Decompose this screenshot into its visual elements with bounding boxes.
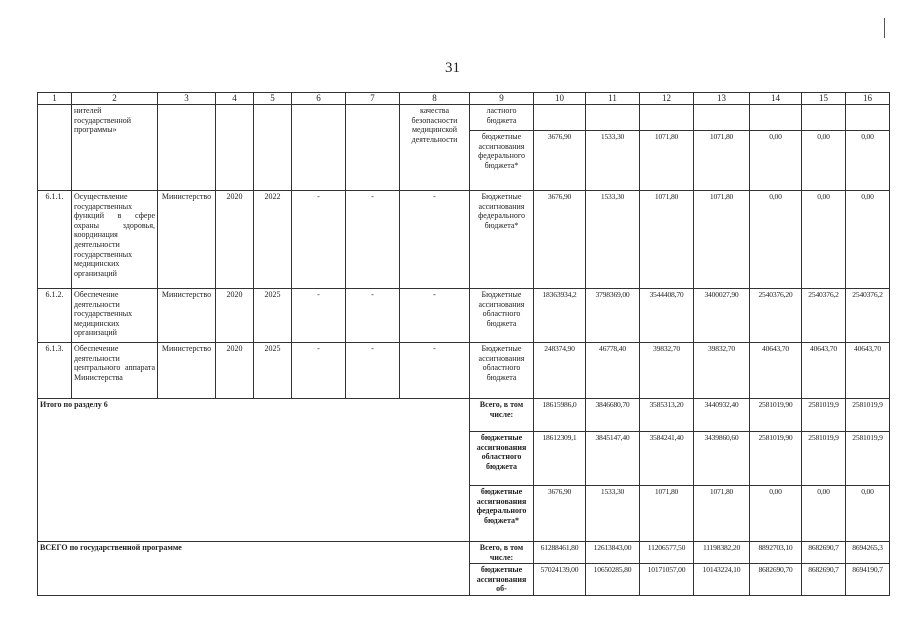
value-cell: 11206577,50: [640, 542, 694, 564]
value-cell: 1533,30: [586, 486, 640, 542]
funding-source: Бюджетные ассигнования федерального бюджета*: [470, 191, 534, 289]
col-header: 2: [72, 93, 158, 105]
col-header: 16: [846, 93, 890, 105]
value-cell: 8694265,3: [846, 542, 890, 564]
col-header: 12: [640, 93, 694, 105]
col-header: 10: [534, 93, 586, 105]
value-cell: 39832,70: [694, 343, 750, 399]
measure-name: Обеспечение деятельности государственных медицинских организаций: [72, 289, 158, 343]
executor: Министерство: [158, 191, 216, 289]
start-year: 2020: [216, 289, 254, 343]
value-cell: 1533,30: [586, 131, 640, 191]
value-cell: 0,00: [846, 486, 890, 542]
value-cell: 2581019,9: [802, 399, 846, 432]
quality-text: качества безопасности медицинской деятельности: [400, 105, 470, 191]
value-cell: 10143224,10: [694, 564, 750, 596]
executor: Министерство: [158, 289, 216, 343]
dash-cell: -: [292, 289, 346, 343]
value-cell: 18615986,0: [534, 399, 586, 432]
table-row: [38, 542, 890, 564]
value-cell: 1071,80: [694, 486, 750, 542]
dash-cell: -: [346, 289, 400, 343]
executor: Министерство: [158, 343, 216, 399]
budget-table: [37, 92, 890, 596]
value-cell: 12613843,00: [586, 542, 640, 564]
col-header: 13: [694, 93, 750, 105]
value-cell: 0,00: [750, 131, 802, 191]
col-header: 7: [346, 93, 400, 105]
value-cell: 3798369,00: [586, 289, 640, 343]
dash-cell: -: [292, 191, 346, 289]
start-year: 2020: [216, 191, 254, 289]
value-cell: 0,00: [802, 486, 846, 542]
col-header: 9: [470, 93, 534, 105]
row-number: 6.1.1.: [38, 191, 72, 289]
col-header: 1: [38, 93, 72, 105]
value-cell: 0,00: [846, 131, 890, 191]
dash-cell: -: [346, 343, 400, 399]
value-cell: 10650285,80: [586, 564, 640, 596]
value-cell: 3676,90: [534, 486, 586, 542]
value-cell: 57024139,00: [534, 564, 586, 596]
value-cell: 8694190,7: [846, 564, 890, 596]
table-row: [38, 191, 890, 289]
value-cell: 1071,80: [694, 191, 750, 289]
value-cell: 3585313,20: [640, 399, 694, 432]
value-cell: 3439860,60: [694, 432, 750, 486]
value-cell: 1533,30: [586, 191, 640, 289]
dash-cell: -: [400, 191, 470, 289]
value-cell: 0,00: [802, 191, 846, 289]
section-total-label: Итого по разделу 6: [38, 399, 470, 542]
scan-margin-mark: [884, 18, 885, 38]
value-cell: 0,00: [750, 191, 802, 289]
value-cell: 40643,70: [750, 343, 802, 399]
value-cell: 3676,90: [534, 131, 586, 191]
value-cell: 3845147,40: [586, 432, 640, 486]
funding-source: ластного бюджета: [470, 105, 534, 131]
value-cell: 2581019,9: [846, 399, 890, 432]
dash-cell: -: [292, 343, 346, 399]
value-cell: 248374,90: [534, 343, 586, 399]
value-cell: 2540376,20: [750, 289, 802, 343]
value-cell: 2540376,2: [802, 289, 846, 343]
value-cell: 40643,70: [802, 343, 846, 399]
program-total-label: ВСЕГО по государственной программе: [38, 542, 470, 596]
col-header: 14: [750, 93, 802, 105]
col-header: 5: [254, 93, 292, 105]
funding-source: Всего, в том числе:: [470, 542, 534, 564]
funding-source: Всего, в том числе:: [470, 399, 534, 432]
value-cell: 2540376,2: [846, 289, 890, 343]
column-number-row: [38, 93, 890, 105]
value-cell: 18363934,2: [534, 289, 586, 343]
funding-source: бюджетные ассигнования областного бюджета: [470, 432, 534, 486]
page-number: 31: [445, 60, 460, 76]
value-cell: 1071,80: [640, 191, 694, 289]
dash-cell: -: [400, 289, 470, 343]
value-cell: 1071,80: [640, 486, 694, 542]
value-cell: 18612309,1: [534, 432, 586, 486]
value-cell: 39832,70: [640, 343, 694, 399]
col-header: 6: [292, 93, 346, 105]
value-cell: 2581019,9: [846, 432, 890, 486]
start-year: 2020: [216, 343, 254, 399]
value-cell: 46778,40: [586, 343, 640, 399]
value-cell: 3544408,70: [640, 289, 694, 343]
funding-source: Бюджетные ассигнования областного бюджета: [470, 343, 534, 399]
value-cell: 2581019,90: [750, 399, 802, 432]
col-header: 8: [400, 93, 470, 105]
value-cell: 8682690,7: [802, 564, 846, 596]
value-cell: 3440932,40: [694, 399, 750, 432]
funding-source: бюджетные ассигнования федерального бюджета*: [470, 486, 534, 542]
value-cell: 8682690,70: [750, 564, 802, 596]
dash-cell: -: [346, 191, 400, 289]
value-cell: 3400027,90: [694, 289, 750, 343]
col-header: 11: [586, 93, 640, 105]
value-cell: 2581019,9: [802, 432, 846, 486]
end-year: 2025: [254, 343, 292, 399]
table-row: [38, 399, 890, 432]
row-number: 6.1.3.: [38, 343, 72, 399]
col-header: 15: [802, 93, 846, 105]
value-cell: 3846680,70: [586, 399, 640, 432]
measure-name: Осуществление государственных функций в сфере охраны здоровья, координация деятельности государственных медицинских организаций: [72, 191, 158, 289]
value-cell: 10171057,00: [640, 564, 694, 596]
measure-name: Обеспечение деятельности центрального аппарата Министерства: [72, 343, 158, 399]
end-year: 2022: [254, 191, 292, 289]
measure-name: нителей государственной программы»: [72, 105, 158, 191]
value-cell: 8682690,7: [802, 542, 846, 564]
value-cell: 61288461,80: [534, 542, 586, 564]
col-header: 4: [216, 93, 254, 105]
funding-source: Бюджетные ассигнования областного бюджета: [470, 289, 534, 343]
value-cell: 1071,80: [640, 131, 694, 191]
table-row: [38, 289, 890, 343]
value-cell: 2581019,90: [750, 432, 802, 486]
table-row: [38, 343, 890, 399]
funding-source: бюджетные ассигнования федерального бюджета*: [470, 131, 534, 191]
dash-cell: -: [400, 343, 470, 399]
value-cell: 11198382,20: [694, 542, 750, 564]
value-cell: 3676,90: [534, 191, 586, 289]
value-cell: 8892703,10: [750, 542, 802, 564]
col-header: 3: [158, 93, 216, 105]
row-number: 6.1.2.: [38, 289, 72, 343]
value-cell: 0,00: [802, 131, 846, 191]
value-cell: 0,00: [846, 191, 890, 289]
end-year: 2025: [254, 289, 292, 343]
funding-source: бюджетные ассигнования об-: [470, 564, 534, 596]
value-cell: 3584241,40: [640, 432, 694, 486]
value-cell: 1071,80: [694, 131, 750, 191]
table-row: [38, 105, 890, 131]
value-cell: 40643,70: [846, 343, 890, 399]
value-cell: 0,00: [750, 486, 802, 542]
